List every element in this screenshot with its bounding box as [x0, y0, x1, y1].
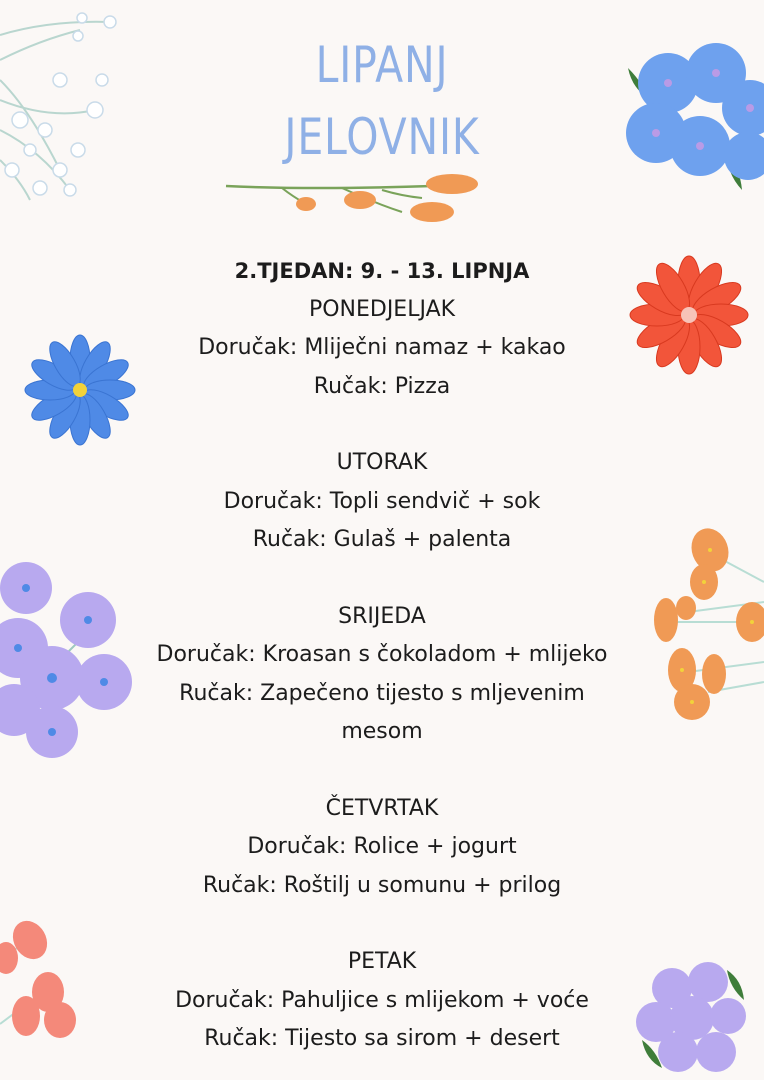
weekly-menu — [120, 252, 644, 1059]
lilac-flower-cluster-decoration — [0, 560, 136, 760]
day-thursday — [120, 790, 644, 906]
menu-title-month: LIPANJ — [315, 36, 449, 94]
day-name: PONEDJELJAK — [308, 296, 456, 322]
orange-sprig-decoration — [222, 168, 482, 230]
day-monday — [120, 291, 644, 407]
lunch-item: Ručak: Pizza — [313, 373, 451, 399]
week-heading: 2.TJEDAN: 9. - 13. LIPNJA — [234, 259, 530, 283]
orange-flowers-decoration — [648, 522, 764, 728]
day-name: SRIJEDA — [338, 603, 426, 629]
red-daisy-decoration — [628, 254, 750, 376]
lilac-cluster-bottom-decoration — [632, 960, 752, 1076]
day-tuesday — [120, 444, 644, 560]
day-name: UTORAK — [336, 450, 428, 475]
lunch-item: Ručak: Gulaš + palenta — [252, 527, 512, 552]
breakfast-item: Doručak: Mliječni namaz + kakao — [198, 335, 566, 360]
lunch-item: Ručak: Roštilj u somunu + prilog — [202, 872, 562, 898]
day-friday — [120, 943, 644, 1059]
day-name: ČETVRTAK — [325, 795, 439, 821]
lunch-item: Ručak: Tijesto sa sirom + desert — [204, 1026, 560, 1051]
menu-title-word: JELOVNIK — [284, 108, 480, 166]
breakfast-item: Doručak: Kroasan s čokoladom + mlijeko — [156, 642, 608, 667]
pink-flowers-decoration — [0, 914, 90, 1044]
breakfast-item: Doručak: Topli sendvič + sok — [223, 488, 541, 514]
lunch-item: Ručak: Zapečeno tijesto s mljevenim mesom — [179, 680, 585, 744]
day-name: PETAK — [347, 949, 417, 974]
breakfast-item: Doručak: Pahuljice s mlijekom + voće — [175, 987, 589, 1013]
day-wednesday — [120, 598, 644, 752]
breakfast-item: Doručak: Rolice + jogurt — [247, 834, 517, 859]
